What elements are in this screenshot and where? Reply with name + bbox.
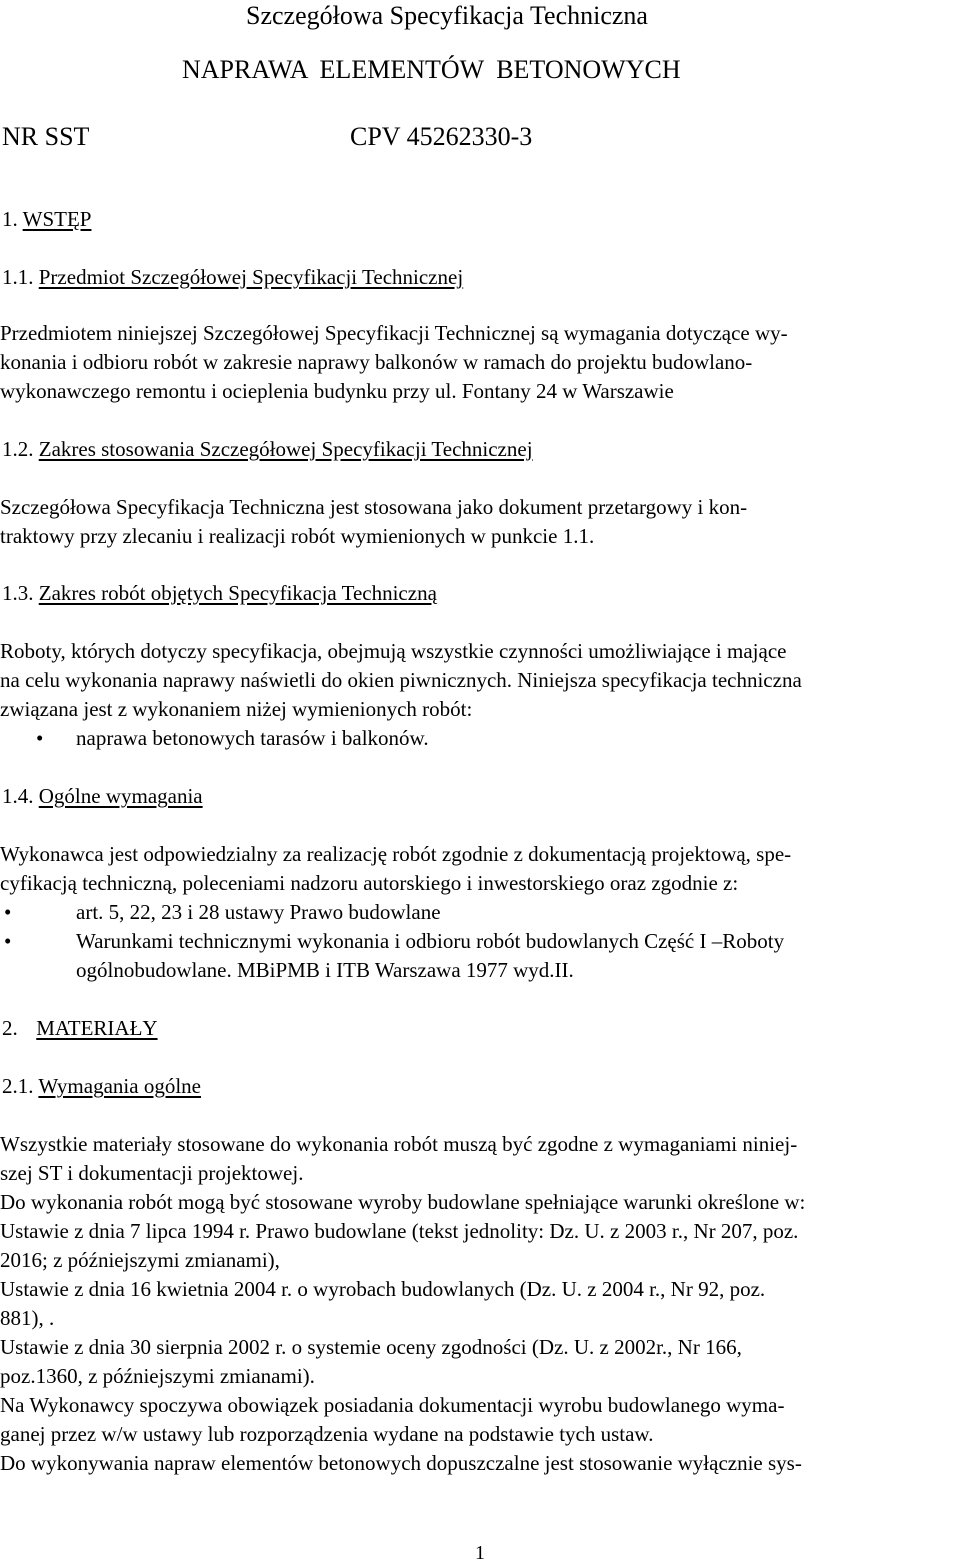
paragraph-line: 881), . [0, 1306, 55, 1330]
paragraph-line: szej ST i dokumentacji projektowej. [0, 1161, 304, 1185]
bullet-icon: • [4, 900, 12, 924]
section-number: 1.3. [2, 581, 34, 605]
section-title: Zakres robót objętych Specyfikacja Techniczną [38, 581, 437, 605]
section-title: MATERIAŁY [36, 1016, 158, 1040]
paragraph-line: Roboty, których dotyczy specyfikacja, obejmują wszystkie czynności umożliwiające i mające [0, 639, 787, 663]
section-title: WSTĘP [22, 207, 92, 231]
section-number: 1.4. [2, 784, 34, 808]
section-1-2-heading [2, 436, 533, 462]
section-1-3-heading [2, 580, 437, 606]
paragraph-line: wykonawczego remontu i ocieplenia budynku przy ul. Fontany 24 w Warszawie [0, 379, 674, 403]
paragraph-line: Szczegółowa Specyfikacja Techniczna jest stosowana jako dokument przetargowy i kon- [0, 495, 748, 519]
section-title: Przedmiot Szczegółowej Specyfikacji Technicznej [38, 265, 464, 289]
list-item-continuation: ogólnobudowlane. MBiPMB i ITB Warszawa 1977 wyd.II. [76, 958, 574, 982]
page-number: 1 [475, 1542, 485, 1564]
section-1-1-heading [2, 264, 463, 290]
list-item: Warunkami technicznymi wykonania i odbioru robót budowlanych Część I –Roboty [76, 929, 785, 953]
paragraph-line: 2016; z późniejszymi zmianami), [0, 1248, 280, 1272]
paragraph-line: Do wykonywania napraw elementów betonowych dopuszczalne jest stosowanie wyłącznie sys- [0, 1451, 802, 1475]
paragraph-line: poz.1360, z późniejszymi zmianami). [0, 1364, 315, 1388]
paragraph-line: Ustawie z dnia 30 sierpnia 2002 r. o systemie oceny zgodności (Dz. U. z 2002r., Nr 166, [0, 1335, 742, 1359]
paragraph-line: Ustawie z dnia 16 kwietnia 2004 r. o wyrobach budowlanych (Dz. U. z 2004 r., Nr 92, poz. [0, 1277, 766, 1301]
bullet-icon: • [36, 726, 44, 750]
paragraph-line: Przedmiotem niniejszej Szczegółowej Specyfikacji Technicznej są wymagania dotyczące wy- [0, 321, 788, 345]
section-2-heading [2, 1015, 158, 1041]
section-title: Zakres stosowania Szczegółowej Specyfikacji Technicznej [38, 437, 533, 461]
cpv-code: CPV 45262330-3 [350, 122, 533, 151]
paragraph-line: Ustawie z dnia 7 lipca 1994 r. Prawo budowlane (tekst jednolity: Dz. U. z 2003 r., Nr 207, poz. [0, 1219, 799, 1243]
nr-sst-label: NR SST [2, 122, 90, 151]
section-number: 1.1. [2, 265, 34, 289]
paragraph-line: na celu wykonania naprawy naświetli do okien piwnicznych. Niniejsza specyfikacja techniczna [0, 668, 802, 692]
paragraph-line: Na Wykonawcy spoczywa obowiązek posiadania dokumentacji wyrobu budowlanego wyma- [0, 1393, 785, 1417]
section-2-1-heading [2, 1073, 201, 1099]
list-item: art. 5, 22, 23 i 28 ustawy Prawo budowlane [76, 900, 441, 924]
paragraph-line: Wykonawca jest odpowiedzialny za realizację robót zgodnie z dokumentacją projektową, spe- [0, 842, 792, 866]
section-title: Wymagania ogólne [38, 1074, 201, 1098]
document-title: Szczegółowa Specyfikacja Techniczna [246, 1, 648, 30]
section-number: 1. [2, 207, 18, 231]
document-subtitle: NAPRAWA ELEMENTÓW BETONOWYCH [182, 55, 681, 84]
section-1-heading [2, 206, 91, 232]
paragraph-line: Do wykonania robót mogą być stosowane wyroby budowlane spełniające warunki określone w: [0, 1190, 806, 1214]
section-1-4-heading [2, 783, 203, 809]
paragraph-line: konania i odbioru robót w zakresie naprawy balkonów w ramach do projektu budowlano- [0, 350, 753, 374]
paragraph-line: traktowy przy zlecaniu i realizacji robót wymienionych w punkcie 1.1. [0, 524, 595, 548]
section-number: 2.1. [2, 1074, 34, 1098]
bullet-icon: • [4, 929, 12, 953]
paragraph-line: ganej przez w/w ustawy lub rozporządzenia wydane na podstawie tych ustaw. [0, 1422, 654, 1446]
paragraph-line: cyfikacją techniczną, poleceniami nadzoru autorskiego i inwestorskiego oraz zgodnie z: [0, 871, 739, 895]
section-number: 1.2. [2, 437, 34, 461]
list-item: naprawa betonowych tarasów i balkonów. [76, 726, 429, 750]
section-title: Ogólne wymagania [38, 784, 203, 808]
paragraph-line: Wszystkie materiały stosowane do wykonania robót muszą być zgodne z wymaganiami niniej- [0, 1132, 798, 1156]
paragraph-line: związana jest z wykonaniem niżej wymienionych robót: [0, 697, 473, 721]
section-number: 2. [2, 1016, 18, 1040]
